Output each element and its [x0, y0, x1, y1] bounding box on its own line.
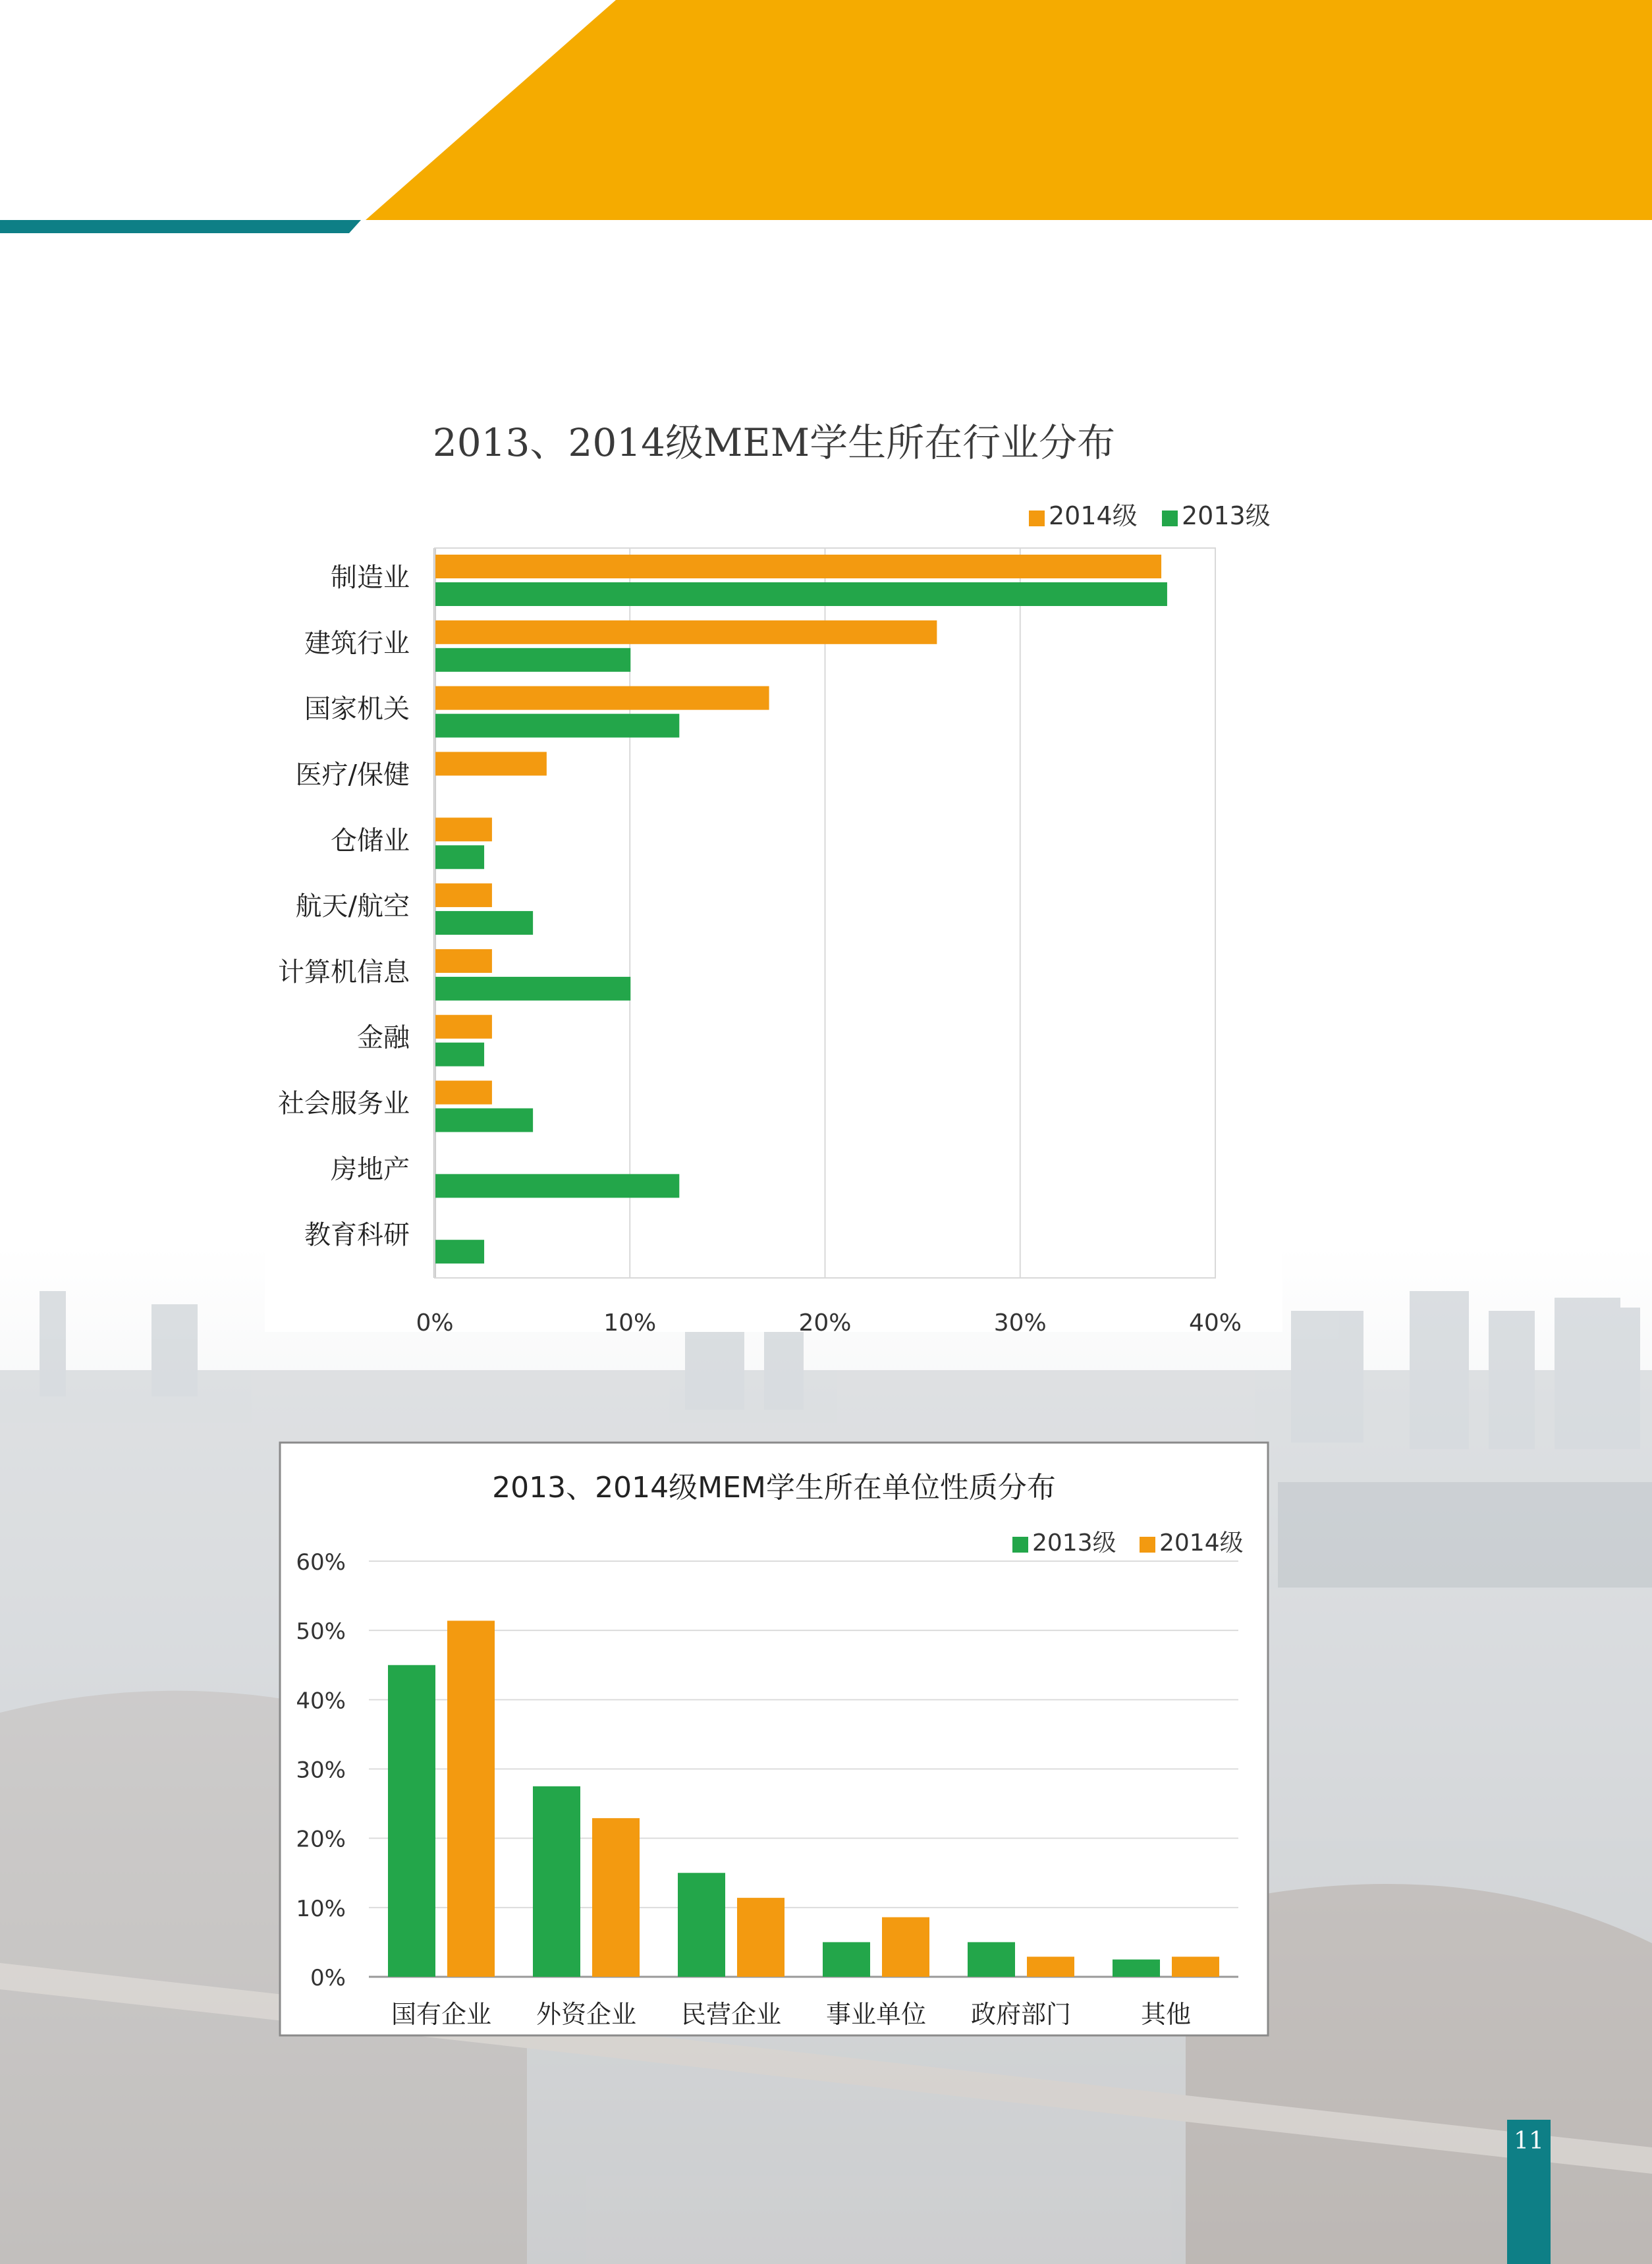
legend-swatch: [1140, 1537, 1155, 1553]
y-tick-label: 10%: [296, 1895, 346, 1922]
bar: [435, 949, 492, 973]
category-label: 事业单位: [825, 2000, 927, 2029]
bar: [435, 714, 679, 738]
bar: [435, 845, 484, 869]
legend-swatch: [1029, 511, 1045, 526]
bar: [435, 977, 630, 1001]
category-label: 金融: [357, 1022, 410, 1053]
bar: [435, 1043, 484, 1066]
category-label: 教育科研: [304, 1220, 410, 1251]
page-number-tab: [1507, 2120, 1551, 2264]
chart1-title: 2013、2014级MEM学生所在行业分布: [432, 420, 1116, 465]
y-tick-label: 20%: [296, 1826, 346, 1853]
category-label: 计算机信息: [278, 956, 410, 987]
legend-swatch: [1162, 511, 1178, 526]
y-tick-label: 60%: [296, 1549, 346, 1576]
bar: [737, 1898, 785, 1977]
bar: [1172, 1957, 1219, 1977]
legend-label: 2014级: [1049, 501, 1138, 530]
bar: [435, 883, 492, 907]
bar: [968, 1942, 1015, 1977]
bar: [435, 817, 492, 841]
industry-distribution-chart: [265, 487, 1282, 1337]
bar: [592, 1818, 640, 1977]
bar: [435, 582, 1167, 606]
category-label: 民营企业: [680, 2000, 782, 2029]
category-label: 制造业: [331, 563, 410, 593]
legend-label: 2014级: [1159, 1530, 1244, 1557]
category-label: 航天/航空: [295, 891, 410, 922]
bar: [435, 648, 630, 672]
category-label: 政府部门: [970, 2000, 1072, 2029]
category-label: 国有企业: [391, 2000, 492, 2029]
bar: [435, 752, 547, 775]
x-tick-label: 30%: [993, 1310, 1047, 1337]
category-label: 国家机关: [304, 694, 410, 725]
category-label: 医疗/保健: [295, 759, 410, 790]
organization-type-chart: [278, 1439, 1266, 2032]
bar: [447, 1620, 495, 1977]
bar: [1113, 1960, 1160, 1977]
bar: [435, 1174, 679, 1198]
bar: [435, 621, 937, 644]
bar: [388, 1665, 435, 1977]
legend-label: 2013级: [1032, 1530, 1116, 1557]
bar: [1027, 1957, 1074, 1977]
y-tick-label: 30%: [296, 1757, 346, 1784]
bar: [533, 1786, 580, 1977]
bar: [882, 1918, 929, 1977]
category-label: 仓储业: [331, 825, 410, 856]
header-teal-stripe: [0, 220, 361, 233]
category-label: 其他: [1140, 2000, 1192, 2029]
page-number: 11: [1514, 2128, 1544, 2155]
bar: [435, 1109, 533, 1132]
bar: [435, 911, 533, 935]
category-label: 房地产: [331, 1154, 410, 1185]
legend-label: 2013级: [1182, 501, 1271, 530]
category-label: 社会服务业: [278, 1088, 410, 1119]
bar: [823, 1942, 870, 1977]
legend-swatch: [1012, 1537, 1028, 1553]
bar: [678, 1873, 725, 1977]
bar: [435, 555, 1161, 578]
bar: [435, 686, 769, 710]
bar: [435, 1081, 492, 1105]
y-tick-label: 50%: [296, 1618, 346, 1645]
bar: [435, 1015, 492, 1039]
chart2-title: 2013、2014级MEM学生所在单位性质分布: [492, 1471, 1056, 1505]
category-label: 外资企业: [536, 2000, 637, 2029]
x-tick-label: 10%: [603, 1310, 657, 1337]
bar: [435, 1240, 484, 1263]
category-label: 建筑行业: [304, 628, 410, 659]
y-tick-label: 0%: [310, 1965, 346, 1991]
x-tick-label: 0%: [416, 1310, 454, 1337]
y-tick-label: 40%: [296, 1688, 346, 1715]
x-tick-label: 40%: [1188, 1310, 1242, 1337]
x-tick-label: 20%: [798, 1310, 852, 1337]
